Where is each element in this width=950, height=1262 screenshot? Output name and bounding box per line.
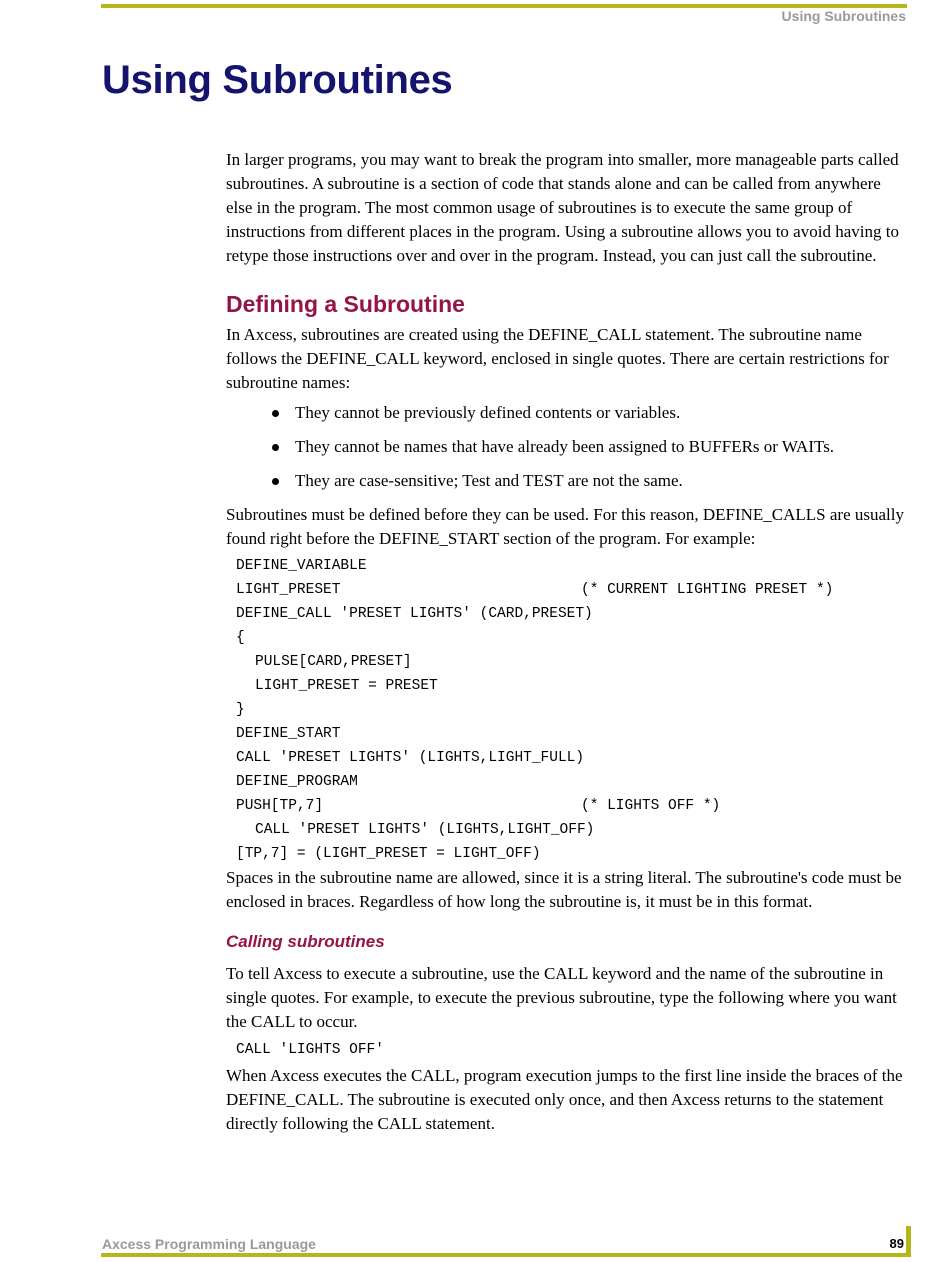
- code-line: [236, 794, 910, 818]
- list-item-text: They are case-sensitive; Test and TEST are not the same.: [295, 471, 683, 490]
- code-line: [236, 770, 910, 794]
- section-heading-calling: Calling subroutines: [226, 932, 385, 951]
- code-text: [TP,7] = (LIGHT_PRESET = LIGHT_OFF): [236, 846, 541, 862]
- code-text: }: [236, 702, 245, 718]
- list-item: [226, 401, 910, 425]
- defining-paragraph-1: In Axcess, subroutines are created using the DEFINE_CALL statement. The subroutine name follows the DEFINE_CALL keyword, enclosed in single quotes. There are certain restrictions for subroutine names:: [226, 325, 889, 392]
- code-line: [236, 722, 910, 746]
- code-example: [236, 554, 910, 866]
- list-item-text: They cannot be previously defined contents or variables.: [295, 403, 681, 422]
- code-line: [236, 746, 910, 770]
- code-text: DEFINE_VARIABLE: [236, 558, 367, 574]
- code-line: [236, 698, 910, 722]
- code-line: [236, 602, 910, 626]
- intro-paragraph: In larger programs, you may want to break the program into smaller, more manageable parts called subroutines. A subroutine is a section of code that stands alone and can be called from anywhere else in the program. The most common usage of subroutines is to execute the same group of instructions from different places in the program. Using a subroutine allows you to avoid having to retype those instructions over and over in the program. Instead, you can just call the subroutine.: [226, 150, 899, 265]
- defining-paragraph-2: Subroutines must be defined before they can be used. For this reason, DEFINE_CALLS are usually found right before the DEFINE_START section of the program. For example:: [226, 505, 904, 548]
- restrictions-list: [226, 401, 910, 493]
- code-text: DEFINE_CALL 'PRESET LIGHTS' (CARD,PRESET): [236, 606, 593, 622]
- code-text: CALL 'PRESET LIGHTS' (LIGHTS,LIGHT_OFF): [255, 822, 595, 838]
- list-item: [226, 435, 910, 459]
- code-text: LIGHT_PRESET: [236, 582, 341, 598]
- code-line: [236, 842, 910, 866]
- code-text: DEFINE_PROGRAM: [236, 774, 358, 790]
- calling-paragraph-1: To tell Axcess to execute a subroutine, use the CALL keyword and the name of the subroutine in single quotes. For example, to execute the previous subroutine, type the following where you want the CALL to occur.: [226, 964, 897, 1031]
- code-text: {: [236, 630, 245, 646]
- code-text: PUSH[TP,7]: [236, 798, 324, 814]
- code-line: [236, 674, 910, 698]
- running-head: Using Subroutines: [781, 8, 906, 24]
- footer-tick: [906, 1226, 911, 1256]
- page-number: 89: [889, 1236, 904, 1251]
- code-line: [236, 626, 910, 650]
- list-item-text: They cannot be names that have already been assigned to BUFFERs or WAITs.: [295, 437, 835, 456]
- page-title: Using Subroutines: [102, 58, 453, 102]
- list-item: [226, 469, 910, 493]
- code-text: CALL 'PRESET LIGHTS' (LIGHTS,LIGHT_FULL): [236, 750, 585, 766]
- code-comment: (* LIGHTS OFF *): [581, 798, 721, 814]
- main-content: [226, 148, 910, 1136]
- footer-doc-title: Axcess Programming Language: [102, 1236, 316, 1252]
- bullet-icon: [272, 410, 279, 417]
- code-line: [236, 818, 910, 842]
- bullet-icon: [272, 444, 279, 451]
- bullet-icon: [272, 478, 279, 485]
- code-text: DEFINE_START: [236, 726, 341, 742]
- code-line: [236, 578, 910, 602]
- footer-rule: [101, 1253, 911, 1257]
- code-text: LIGHT_PRESET = PRESET: [255, 678, 438, 694]
- code-comment: (* CURRENT LIGHTING PRESET *): [581, 582, 834, 598]
- code-text: PULSE[CARD,PRESET]: [255, 654, 412, 670]
- section-heading-defining: Defining a Subroutine: [226, 291, 465, 317]
- calling-paragraph-2: When Axcess executes the CALL, program execution jumps to the first line inside the braces of the DEFINE_CALL. The subroutine is executed only once, and then Axcess returns to the statement directly following the CALL statement.: [226, 1066, 903, 1133]
- code-line: [236, 554, 910, 578]
- code-line: [236, 650, 910, 674]
- code-call-example: CALL 'LIGHTS OFF': [236, 1042, 384, 1058]
- defining-paragraph-3: Spaces in the subroutine name are allowed, since it is a string literal. The subroutine's code must be enclosed in braces. Regardless of how long the subroutine is, it must be in this format.: [226, 868, 902, 911]
